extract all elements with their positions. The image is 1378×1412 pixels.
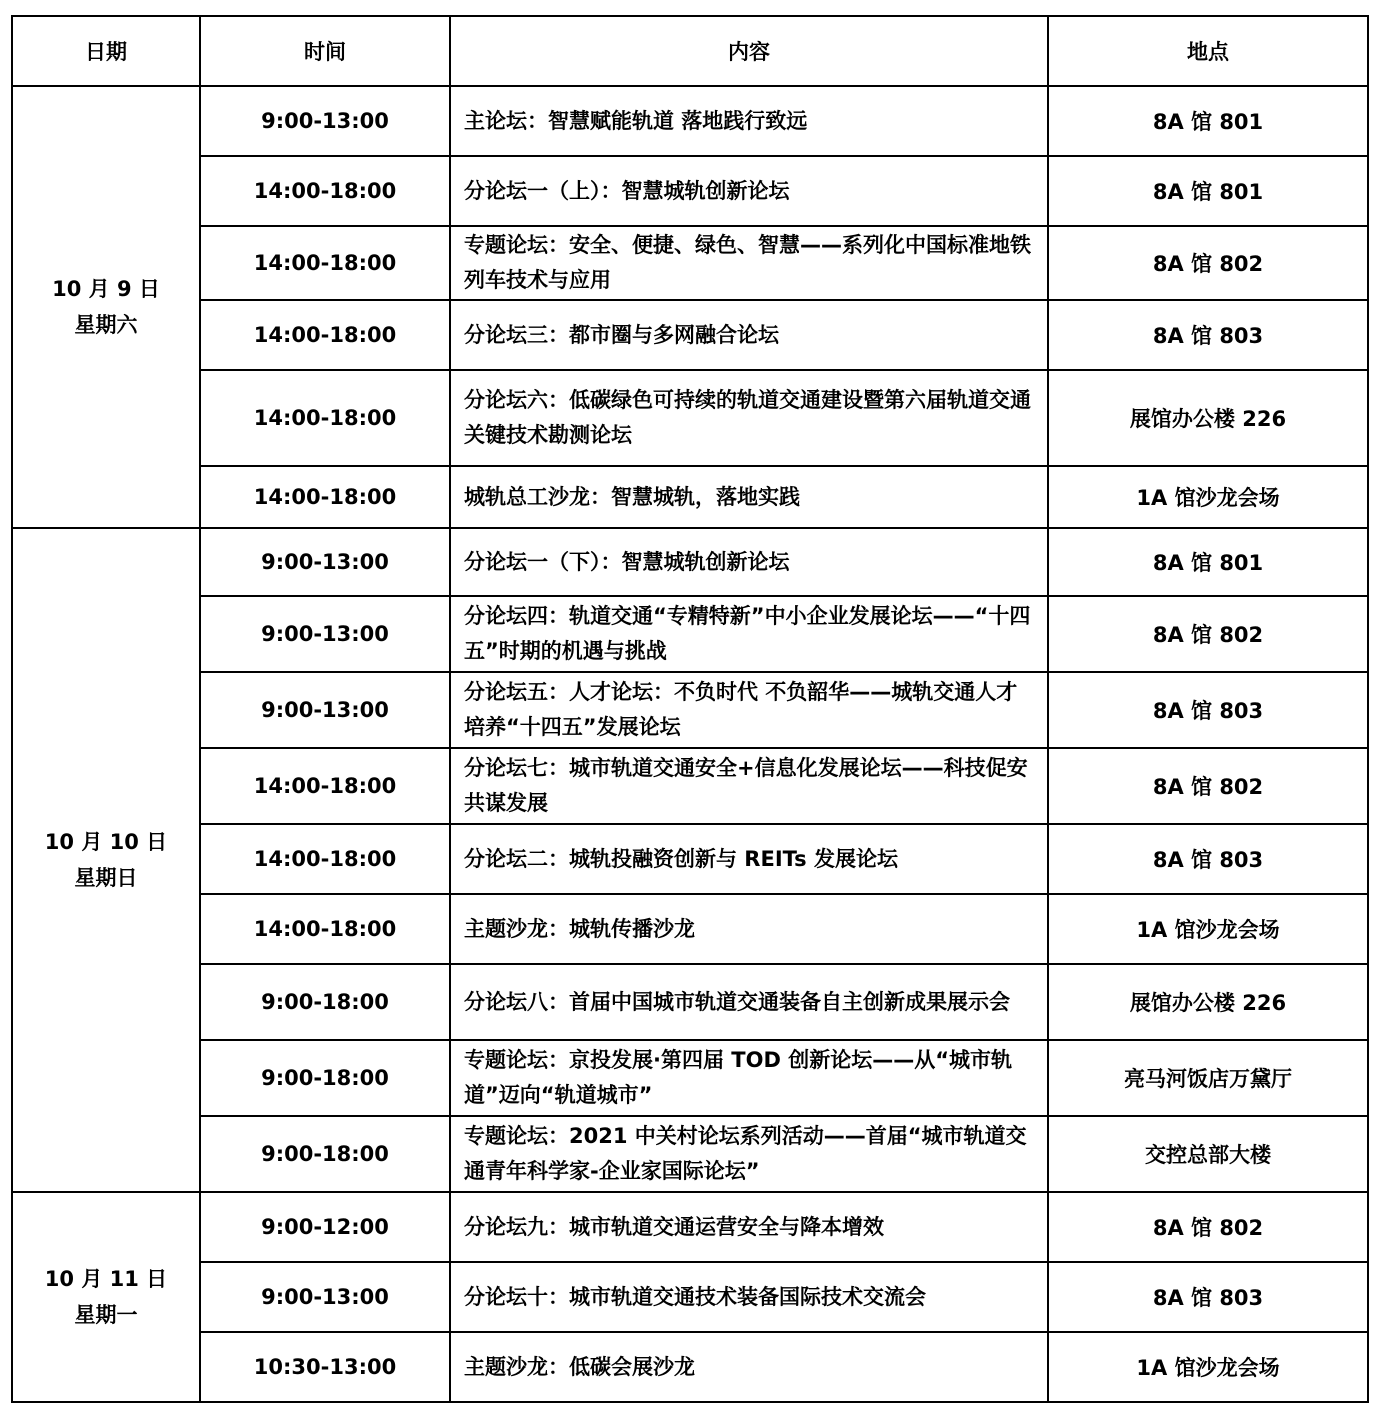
date-text: 10 月 9 日	[52, 277, 160, 301]
schedule-row	[12, 1040, 1368, 1116]
place-cell: 1A 馆沙龙会场	[1048, 894, 1368, 964]
schedule-row	[12, 1192, 1368, 1262]
content-cell: 主题沙龙：城轨传播沙龙	[450, 894, 1048, 964]
schedule-row	[12, 964, 1368, 1040]
weekday-text: 星期一	[74, 1303, 138, 1327]
schedule-body	[12, 86, 1368, 1402]
content-cell: 专题论坛：安全、便捷、绿色、智慧——系列化中国标准地铁列车技术与应用	[450, 226, 1048, 300]
place-cell: 8A 馆 801	[1048, 156, 1368, 226]
schedule-row	[12, 596, 1368, 672]
place-cell: 8A 馆 802	[1048, 1192, 1368, 1262]
schedule-row	[12, 370, 1368, 466]
schedule-row	[12, 300, 1368, 370]
weekday-text: 星期六	[74, 313, 138, 337]
date-cell	[12, 86, 200, 528]
header-row	[12, 16, 1368, 86]
time-cell: 9:00-13:00	[200, 528, 450, 596]
time-cell: 14:00-18:00	[200, 824, 450, 894]
header-time: 时间	[200, 16, 450, 86]
content-cell: 分论坛十：城市轨道交通技术装备国际技术交流会	[450, 1262, 1048, 1332]
place-cell: 交控总部大楼	[1048, 1116, 1368, 1192]
time-cell: 14:00-18:00	[200, 748, 450, 824]
schedule-table	[11, 15, 1369, 1403]
time-cell: 9:00-13:00	[200, 86, 450, 156]
time-cell: 9:00-12:00	[200, 1192, 450, 1262]
time-cell: 14:00-18:00	[200, 894, 450, 964]
place-cell: 8A 馆 803	[1048, 824, 1368, 894]
content-cell: 城轨总工沙龙：智慧城轨，落地实践	[450, 466, 1048, 528]
content-cell: 分论坛五：人才论坛：不负时代 不负韶华——城轨交通人才培养“十四五”发展论坛	[450, 672, 1048, 748]
date-cell	[12, 1192, 200, 1402]
header-place: 地点	[1048, 16, 1368, 86]
time-cell: 14:00-18:00	[200, 226, 450, 300]
content-cell: 分论坛六：低碳绿色可持续的轨道交通建设暨第六届轨道交通关键技术勘测论坛	[450, 370, 1048, 466]
place-cell: 8A 馆 802	[1048, 748, 1368, 824]
date-text: 10 月 11 日	[44, 1267, 168, 1291]
place-cell: 8A 馆 803	[1048, 1262, 1368, 1332]
schedule-row	[12, 894, 1368, 964]
schedule-row	[12, 672, 1368, 748]
time-cell: 14:00-18:00	[200, 300, 450, 370]
time-cell: 14:00-18:00	[200, 466, 450, 528]
content-cell: 分论坛一（下）：智慧城轨创新论坛	[450, 528, 1048, 596]
content-cell: 主论坛：智慧赋能轨道 落地践行致远	[450, 86, 1048, 156]
content-cell: 分论坛三：都市圈与多网融合论坛	[450, 300, 1048, 370]
content-cell: 专题论坛：2021 中关村论坛系列活动——首届“城市轨道交通青年科学家-企业家国际论坛”	[450, 1116, 1048, 1192]
content-cell: 专题论坛：京投发展·第四届 TOD 创新论坛——从“城市轨道”迈向“轨道城市”	[450, 1040, 1048, 1116]
content-cell: 分论坛七：城市轨道交通安全+信息化发展论坛——科技促安 共谋发展	[450, 748, 1048, 824]
schedule-row	[12, 748, 1368, 824]
schedule-row	[12, 86, 1368, 156]
place-cell: 8A 馆 802	[1048, 596, 1368, 672]
place-cell: 8A 馆 803	[1048, 672, 1368, 748]
content-cell: 分论坛九：城市轨道交通运营安全与降本增效	[450, 1192, 1048, 1262]
place-cell: 亮马河饭店万黛厅	[1048, 1040, 1368, 1116]
time-cell: 9:00-13:00	[200, 596, 450, 672]
time-cell: 9:00-18:00	[200, 964, 450, 1040]
place-cell: 1A 馆沙龙会场	[1048, 466, 1368, 528]
place-cell: 8A 馆 802	[1048, 226, 1368, 300]
schedule-row	[12, 1262, 1368, 1332]
content-cell: 分论坛八：首届中国城市轨道交通装备自主创新成果展示会	[450, 964, 1048, 1040]
time-cell: 9:00-18:00	[200, 1040, 450, 1116]
content-cell: 主题沙龙：低碳会展沙龙	[450, 1332, 1048, 1402]
content-cell: 分论坛二：城轨投融资创新与 REITs 发展论坛	[450, 824, 1048, 894]
header-date: 日期	[12, 16, 200, 86]
time-cell: 10:30-13:00	[200, 1332, 450, 1402]
schedule-row	[12, 824, 1368, 894]
place-cell: 展馆办公楼 226	[1048, 964, 1368, 1040]
content-cell: 分论坛一（上）：智慧城轨创新论坛	[450, 156, 1048, 226]
content-cell: 分论坛四：轨道交通“专精特新”中小企业发展论坛——“十四五”时期的机遇与挑战	[450, 596, 1048, 672]
place-cell: 1A 馆沙龙会场	[1048, 1332, 1368, 1402]
time-cell: 14:00-18:00	[200, 156, 450, 226]
schedule-row	[12, 1116, 1368, 1192]
time-cell: 9:00-18:00	[200, 1116, 450, 1192]
schedule-row	[12, 156, 1368, 226]
schedule-row	[12, 466, 1368, 528]
schedule-row	[12, 226, 1368, 300]
time-cell: 9:00-13:00	[200, 672, 450, 748]
place-cell: 展馆办公楼 226	[1048, 370, 1368, 466]
time-cell: 9:00-13:00	[200, 1262, 450, 1332]
date-text: 10 月 10 日	[44, 830, 168, 854]
schedule-row	[12, 528, 1368, 596]
place-cell: 8A 馆 803	[1048, 300, 1368, 370]
schedule-row	[12, 1332, 1368, 1402]
place-cell: 8A 馆 801	[1048, 86, 1368, 156]
place-cell: 8A 馆 801	[1048, 528, 1368, 596]
time-cell: 14:00-18:00	[200, 370, 450, 466]
header-content: 内容	[450, 16, 1048, 86]
weekday-text: 星期日	[74, 866, 138, 890]
date-cell	[12, 528, 200, 1192]
